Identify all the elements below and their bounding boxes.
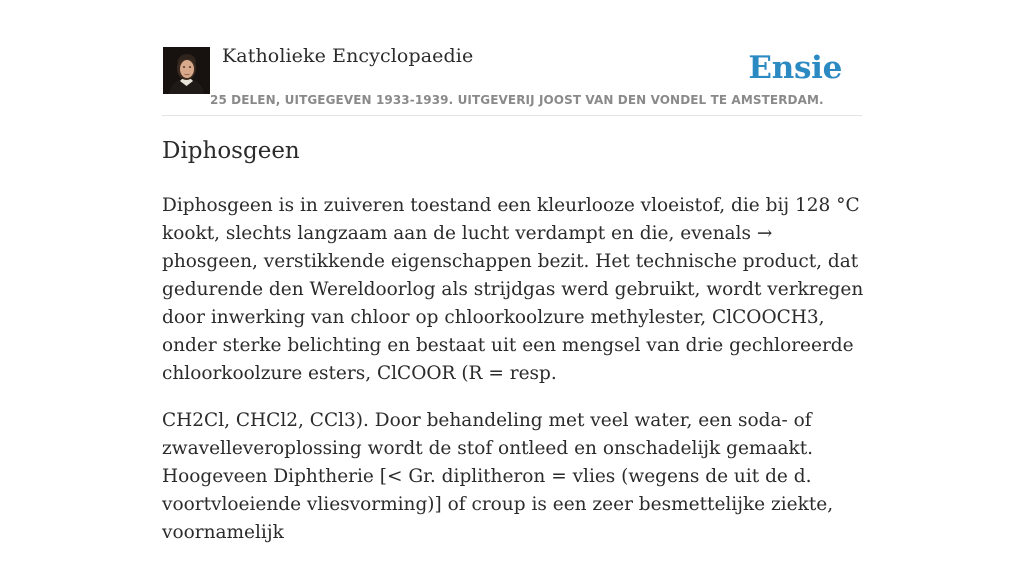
article-title: Diphosgeen: [162, 138, 300, 164]
article-paragraph: CH2Cl, CHCl2, CCl3). Door behandeling met veel water, een soda- of zwavelleveroplossing wordt de stof ontleed en onschadelijk gemaakt. Hoogeveen Diphtherie [< Gr. diplitheron = vlies (wegens de uit de d. voortvloeiende vliesvorming)] of croup is een zeer besmettelijke ziekte, voornamelijk: [162, 410, 834, 543]
brand-logo[interactable]: Ensie: [748, 50, 842, 86]
site-subtitle: 25 DELEN, UITGEGEVEN 1933-1939. UITGEVERIJ JOOST VAN DEN VONDEL TE AMSTERDAM.: [210, 93, 824, 107]
portrait-image: [163, 47, 210, 94]
article-paragraph: Diphosgeen is in zuiveren toestand een kleurlooze vloeistof, die bij 128 °C kookt, slechts langzaam aan de lucht verdampt en die, evenals → phosgeen, verstikkende eigenschappen bezit. Het technische product, dat gedurende den Wereldoorlog als strijdgas werd gebruikt, wordt verkregen door inwerking van chloor op chloorkoolzure methylester, ClCOOCH3, onder sterke belichting en bestaat uit een mengsel van drie gechloreerde chloorkoolzure esters, ClCOOR (R = resp.: [162, 195, 864, 384]
article-body: [162, 192, 864, 566]
site-title[interactable]: Katholieke Encyclopaedie: [222, 45, 474, 67]
avatar[interactable]: [163, 47, 210, 94]
header-divider: [162, 115, 862, 116]
